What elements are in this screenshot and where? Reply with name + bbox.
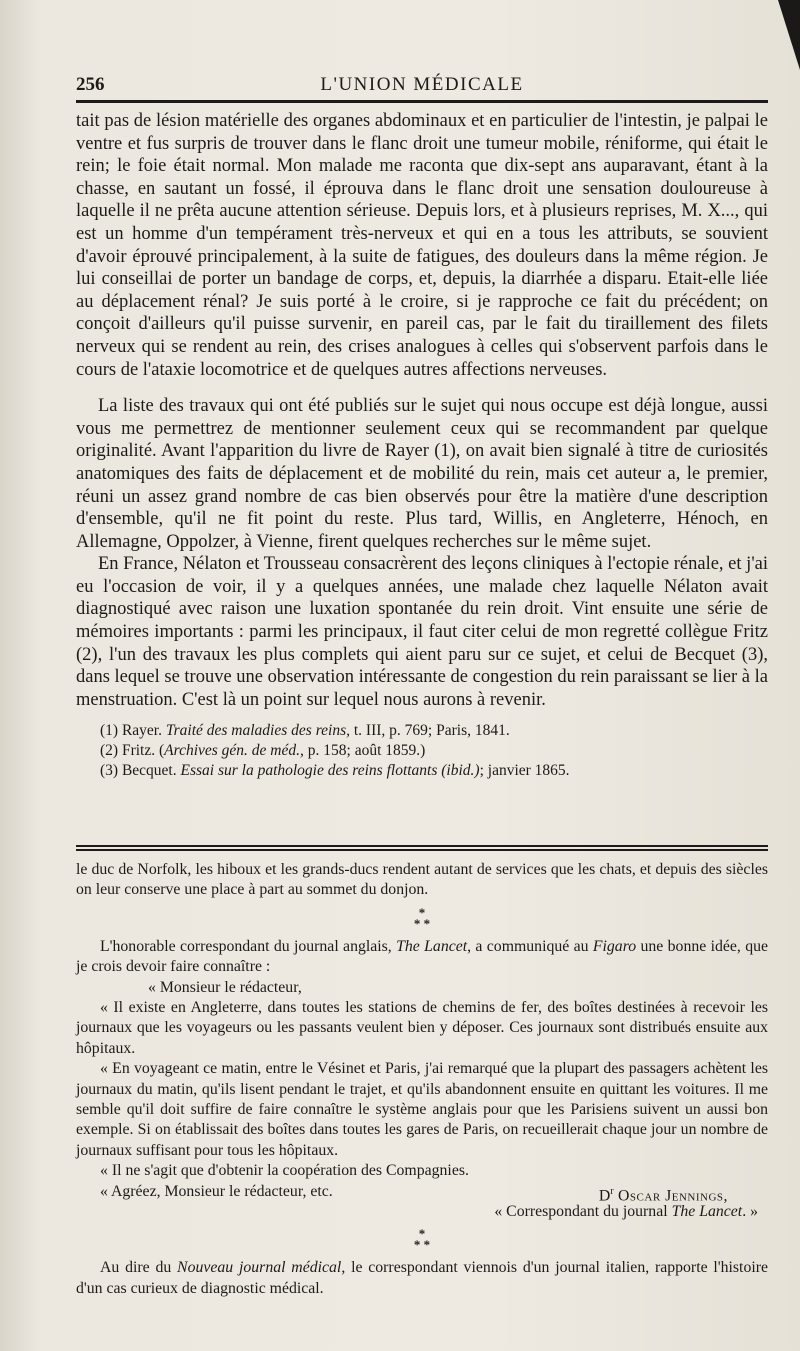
page-number: 256 [76,74,105,95]
paragraph-2: La liste des travaux qui ont été publiés sur le sujet qui nous occupe est déjà longue, aussi vous me permettrez de mentionner seulement ceux qui se recommandent par quelque originalité. Avant l'apparition du livre de Rayer (1), on avait bien signalé à titre de curiosités anatomiques des faits de déplacement et de mobilité du rein, mais cet auteur a, le premier, réuni un assez grand nombre de cas bien observés pour être la matière d'une description d'ensemble, qu'il ne fit point du reste. Plus tard, Willis, en Angleterre, Hénoch, en Allemagne, Oppolzer, à Vienne, firent quelques recherches sur le même sujet. [76,396,768,552]
running-head [76,70,768,100]
asterism: * * * [413,904,431,931]
article-body [76,110,768,781]
letter-paragraph-2: « En voyageant ce matin, entre le Vésinet et Paris, j'ai remarqué que la plupart des passagers achètent les journaux du matin, qu'ils lisent pendant le trajet, et qu'ils abandonnent ensuite en quittant les voitures. Il me semble qu'il doit suffire de faire connaître le système anglais pour que les Parisiens suivent un aussi bon exemple. Si on établissait des boîtes dans toutes les gares de Paris, on recueillerait chaque jour un nombre de journaux suffisant pour tous les hôpitaux. [76,1060,768,1159]
bottom-paragraph-1: le duc de Norfolk, les hiboux et les grands-ducs rendent autant de services que les chats, et depuis des siècles on leur conserve une place à part au sommet du donjon. [76,861,768,899]
header-rule [76,100,768,103]
bottom-paragraph-2: L'honorable correspondant du journal anglais, The Lancet, a communiqué au Figaro une bonne idée, que je crois devoir faire connaître : [76,937,769,976]
paragraph-gap [76,381,768,395]
letter-signature: $D^r$ Oscar Jennings, [598,1185,728,1204]
footnote-2: (2) Fritz. (Archives gén. de méd., p. 158; août 1859.) [100,742,426,760]
letter-paragraph-3: « Il ne s'agit que d'obtenir la coopération des Compagnies. [100,1162,469,1180]
scan-corner-shadow [778,0,800,70]
letter-signature-title: « Correspondant du journal The Lancet. » [494,1203,758,1221]
letter-salutation: « Monsieur le rédacteur, [148,978,302,996]
letter-closing: « Agréez, Monsieur le rédacteur, etc. [100,1182,333,1200]
letter-closing-row [76,1182,768,1202]
paragraph-1: tait pas de lésion matérielle des organes abdominaux et en particulier de l'intestin, je palpai le ventre et fus surpris de trouver dans le flanc droit une tumeur mobile, réniforme, qui était le rein; le foie était normal. Mon malade me raconta que dix-sept ans auparavant, étant à la chasse, en sautant un fossé, il éprouva dans le flanc droit une sensation douloureuse à laquelle il ne prêta aucune attention sérieuse. Depuis lors, et à plusieurs reprises, M. X..., qui est un homme d'un tempérament très-nerveux et qui en a tous les attributs, se souvient d'avoir éprouvé principalement, à la suite de fatigues, des douleurs dans la même région. Je lui conseillai de porter un bandage de corps, et, depuis, la diarrhée a disparu. Etait-elle liée au déplacement rénal? Je suis porté à le croire, si je rapproche ce fait du précédent; on conçoit d'ailleurs qu'il puisse survenir, en pareil cas, par le fait du tiraillement des filets nerveux qui se rendent au rein, des crises analogues à celles qui s'observent parfois dans le cours de l'ataxie locomotrice et de quelques autres affections nerveuses. [76,111,768,380]
letter-paragraph-1: « Il existe en Angleterre, dans toutes les stations de chemins de fer, des boîtes destinées à recevoir les journaux que les voyageurs ou les passants veulent bien y déposer. Ces journaux sont distribués ensuite aux hôpitaux. [76,999,768,1057]
journal-title: L'UNION MÉDICALE [320,74,524,95]
feuilleton-section [76,860,768,1299]
footnote-1: (1) Rayer. Traité des maladies des reins, t. III, p. 769; Paris, 1841. [100,722,510,740]
section-double-rule [76,845,768,851]
bottom-paragraph-last: Au dire du Nouveau journal médical, le correspondant viennois d'un journal italien, rapporte l'histoire d'un cas curieux de diagnostic médical. [76,1259,769,1297]
footnote-3: (3) Becquet. Essai sur la pathologie des reins flottants (ibid.); janvier 1865. [100,762,570,780]
paragraph-3: En France, Nélaton et Trousseau consacrèrent des leçons cliniques à l'ectopie rénale, et j'ai eu l'occasion de voir, il y a quelques années, une malade chez laquelle Nélaton avait diagnostiqué avec raison une luxation spontanée du rein droit. Vint ensuite une série de mémoires importants : parmi les principaux, il faut citer celui de mon regretté collègue Fritz (2), l'un des travaux les plus complets qui aient paru sur ce sujet, et celui de Becquet (3), dans lequel se trouve une observation intéressante de congestion du rein paraissant se lier à la menstruation. C'est là un point sur lequel nous aurons à revenir. [76,554,768,710]
footnotes [76,721,768,781]
asterism-2: * * * [413,1226,431,1253]
